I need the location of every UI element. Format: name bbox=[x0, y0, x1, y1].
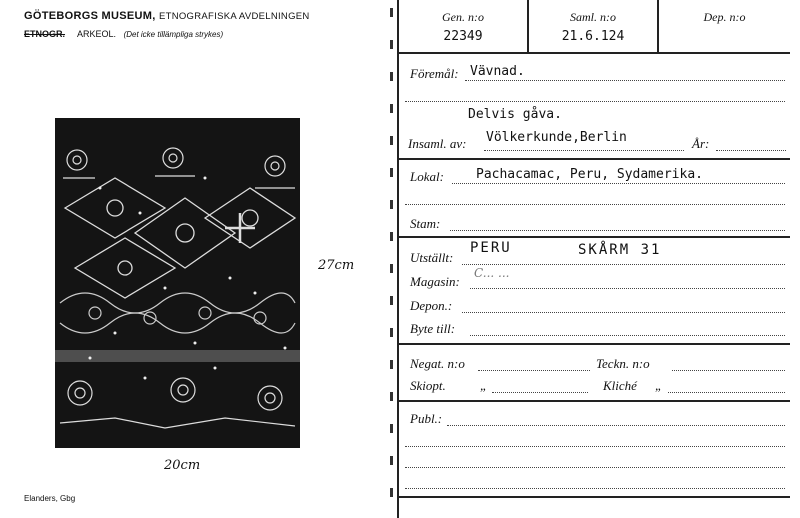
lokal-label: Lokal: bbox=[410, 169, 444, 184]
utstallt-label: Utställt: bbox=[410, 250, 454, 265]
dotted-line bbox=[465, 80, 785, 81]
dotted-line bbox=[478, 370, 590, 371]
section-divider bbox=[399, 400, 790, 402]
magasin-value: C... ... bbox=[474, 266, 510, 280]
gen-number-cell bbox=[399, 0, 527, 52]
section-divider bbox=[399, 236, 790, 238]
gen-number-value: 22349 bbox=[443, 29, 483, 44]
insaml-label: Insaml. av: bbox=[408, 136, 467, 151]
dept-note: (Det icke tillämpliga strykes) bbox=[123, 30, 224, 39]
negat-label: Negat. n:o bbox=[410, 356, 465, 371]
saml-number-cell bbox=[529, 0, 657, 52]
department-line bbox=[24, 29, 223, 39]
dotted-line bbox=[462, 312, 785, 313]
gift-value: Delvis gåva. bbox=[468, 107, 562, 122]
foremal-value: Vävnad. bbox=[470, 64, 525, 79]
section-divider bbox=[399, 158, 790, 160]
dotted-line bbox=[716, 150, 786, 151]
dotted-line bbox=[405, 446, 785, 447]
skiopt-label: Skiopt. bbox=[410, 378, 446, 393]
dotted-line bbox=[405, 467, 785, 468]
utstallt-value-1: PERU bbox=[470, 240, 512, 256]
card-left-border bbox=[397, 0, 399, 518]
width-measurement: 20cm bbox=[164, 458, 201, 473]
dotted-line bbox=[447, 425, 785, 426]
dept-struck: ETNOGR. bbox=[24, 29, 66, 39]
dotted-line bbox=[405, 101, 785, 102]
saml-number-label: Saml. n:o bbox=[570, 10, 616, 24]
textile-image bbox=[55, 118, 300, 448]
height-measurement: 27cm bbox=[318, 258, 355, 273]
dep-number-label: Dep. n:o bbox=[703, 10, 746, 24]
stam-label: Stam: bbox=[410, 216, 441, 231]
dotted-line bbox=[668, 392, 785, 393]
dotted-line bbox=[470, 288, 785, 289]
foremal-label: Föremål: bbox=[410, 66, 459, 81]
ar-label: År: bbox=[692, 136, 710, 151]
insaml-value: Völkerkunde,Berlin bbox=[486, 130, 627, 145]
museum-name: GÖTEBORGS MUSEUM, bbox=[24, 10, 156, 22]
publ-label: Publ.: bbox=[410, 411, 443, 426]
card-number-box bbox=[399, 0, 790, 54]
dotted-line bbox=[405, 488, 785, 489]
dep-number-cell bbox=[659, 0, 790, 52]
dotted-line bbox=[462, 264, 785, 265]
skiopt-ditto: „ bbox=[480, 378, 488, 393]
byte-label: Byte till: bbox=[410, 321, 456, 336]
dotted-line bbox=[672, 370, 785, 371]
magasin-label: Magasin: bbox=[410, 274, 460, 289]
dotted-line bbox=[405, 204, 785, 205]
printer-mark: Elanders, Gbg bbox=[24, 494, 76, 503]
binder-edge bbox=[384, 0, 398, 518]
dotted-line bbox=[470, 335, 785, 336]
section-divider bbox=[399, 343, 790, 345]
lokal-value: Pachacamac, Peru, Sydamerika. bbox=[476, 167, 703, 182]
dept-alt: ARKEOL. bbox=[77, 29, 117, 39]
dotted-line bbox=[492, 392, 588, 393]
teckn-label: Teckn. n:o bbox=[596, 356, 650, 371]
kliche-ditto: „ bbox=[655, 378, 663, 393]
kliche-label: Kliché bbox=[603, 378, 637, 393]
section-divider bbox=[399, 496, 790, 498]
saml-number-value: 21.6.124 bbox=[561, 29, 625, 44]
dotted-line bbox=[450, 230, 785, 231]
department-name: ETNOGRAFISKA AVDELNINGEN bbox=[158, 11, 310, 22]
museum-header bbox=[24, 10, 310, 22]
depon-label: Depon.: bbox=[410, 298, 453, 313]
gen-number-label: Gen. n:o bbox=[442, 10, 484, 24]
dotted-line bbox=[484, 150, 684, 151]
utstallt-value-2: SKÅRM 31 bbox=[578, 242, 662, 258]
dotted-line bbox=[452, 183, 785, 184]
